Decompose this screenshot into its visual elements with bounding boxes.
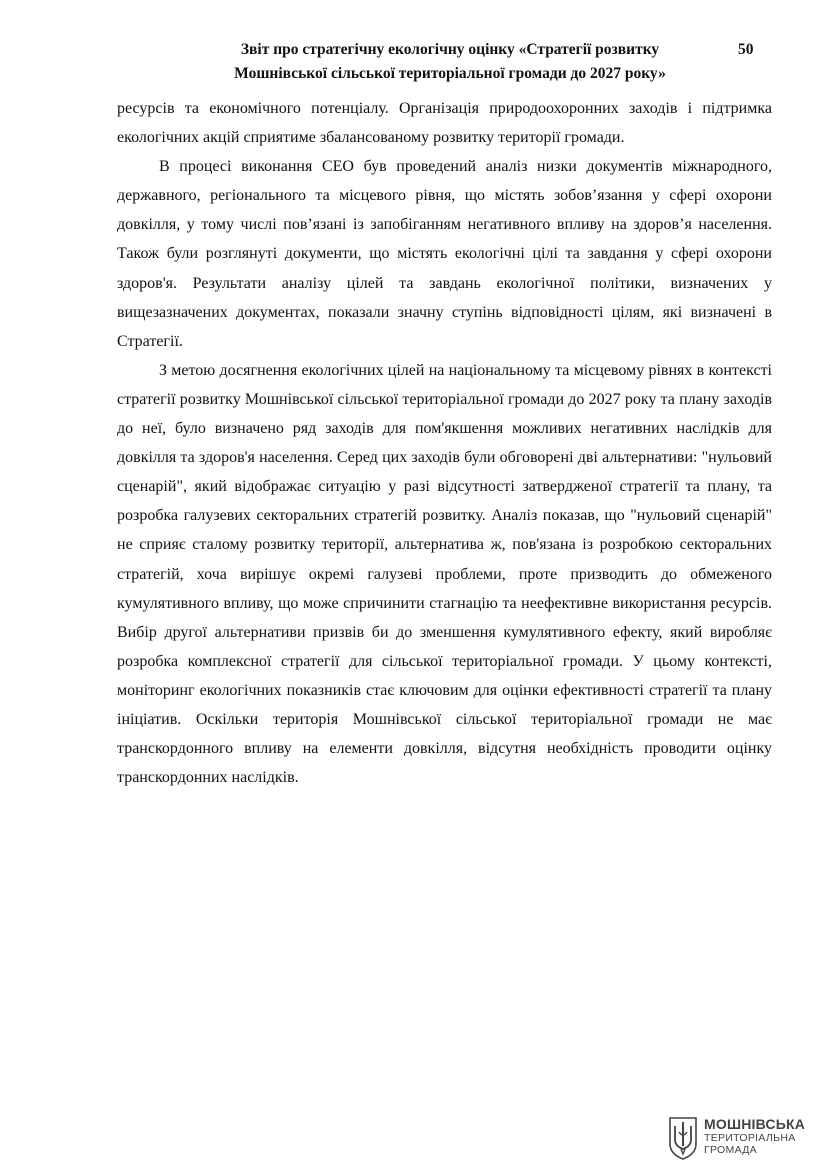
page-number: 50 bbox=[738, 41, 754, 58]
document-body bbox=[117, 94, 772, 792]
paragraph-alternatives: З метою досягнення екологічних цілей на національному та місцевому рівнях в контексті стратегії розвитку Мошнівської сільської територіальної громади до 2027 року та плану заходів до неї, було визначено ряд заходів для пом'якшення можливих негативних наслідків для довкілля та здоров'я населення. Серед цих заходів були обговорені дві альтернативи: "нульовий сценарій", який відображає ситуацію у разі відсутності затвердженої стратегії та плану, та розробка галузевих секторальних стратегій розвитку. Аналіз показав, що "нульовий сценарій" не сприяє сталому розвитку території, альтернатива ж, пов'язана із розробкою секторальних стратегій, хоча вирішує окремі галузеві проблеми, проте призводить до обмеженого кумулятивного впливу, що може спричинити стагнацію та неефективне використання ресурсів. Вибір другої альтернативи призвів би до зменшення кумулятивного ефекту, який виробляє розробка комплексної стратегії для сільської територіальної громади. У цьому контексті, моніторинг екологічних показників стає ключовим для оцінки ефективності стратегії та плану ініціатив. Оскільки територія Мошнівської сільської територіальної громади не має транскордонного впливу на елементи довкілля, відсутня необхідність проводити оцінку транскордонних наслідків. bbox=[117, 361, 772, 787]
header-title-line-1: Звіт про стратегічну екологічну оцінку «Стратегії розвитку bbox=[240, 41, 660, 58]
logo-line-2: ТЕРИТОРІАЛЬНА bbox=[704, 1132, 796, 1144]
logo-text bbox=[704, 1117, 805, 1156]
header-title-line-2: Мошнівської сільської територіальної громади до 2027 року» bbox=[234, 65, 666, 82]
trident-coat-of-arms-icon bbox=[668, 1116, 698, 1160]
page-header bbox=[170, 38, 730, 86]
logo-line-3: ГРОМАДА bbox=[704, 1144, 757, 1156]
paragraph-seo-analysis: В процесі виконання СЕО був проведений аналіз низки документів міжнародного, державного, регіонального та місцевого рівня, що містять зобов’язання у сфері охорони довкілля, у тому числі пов’язані із запобіганням негативного впливу на здоров’я населення. Також були розглянуті документи, що містять екологічні цілі та завдання у сфері охорони здоров'я. Результати аналізу цілей та завдань екологічної політики, визначених у вищезазначених документах, показали значну ступінь відповідності цілям, які визначені в Стратегії. bbox=[117, 158, 772, 350]
paragraph-continued: ресурсів та економічного потенціалу. Організація природоохоронних заходів і підтримка екологічних акцій сприятиме збалансованому розвитку території громади. bbox=[117, 100, 772, 147]
community-logo bbox=[668, 1116, 818, 1162]
logo-line-1: МОШНІВСЬКА bbox=[704, 1116, 806, 1132]
